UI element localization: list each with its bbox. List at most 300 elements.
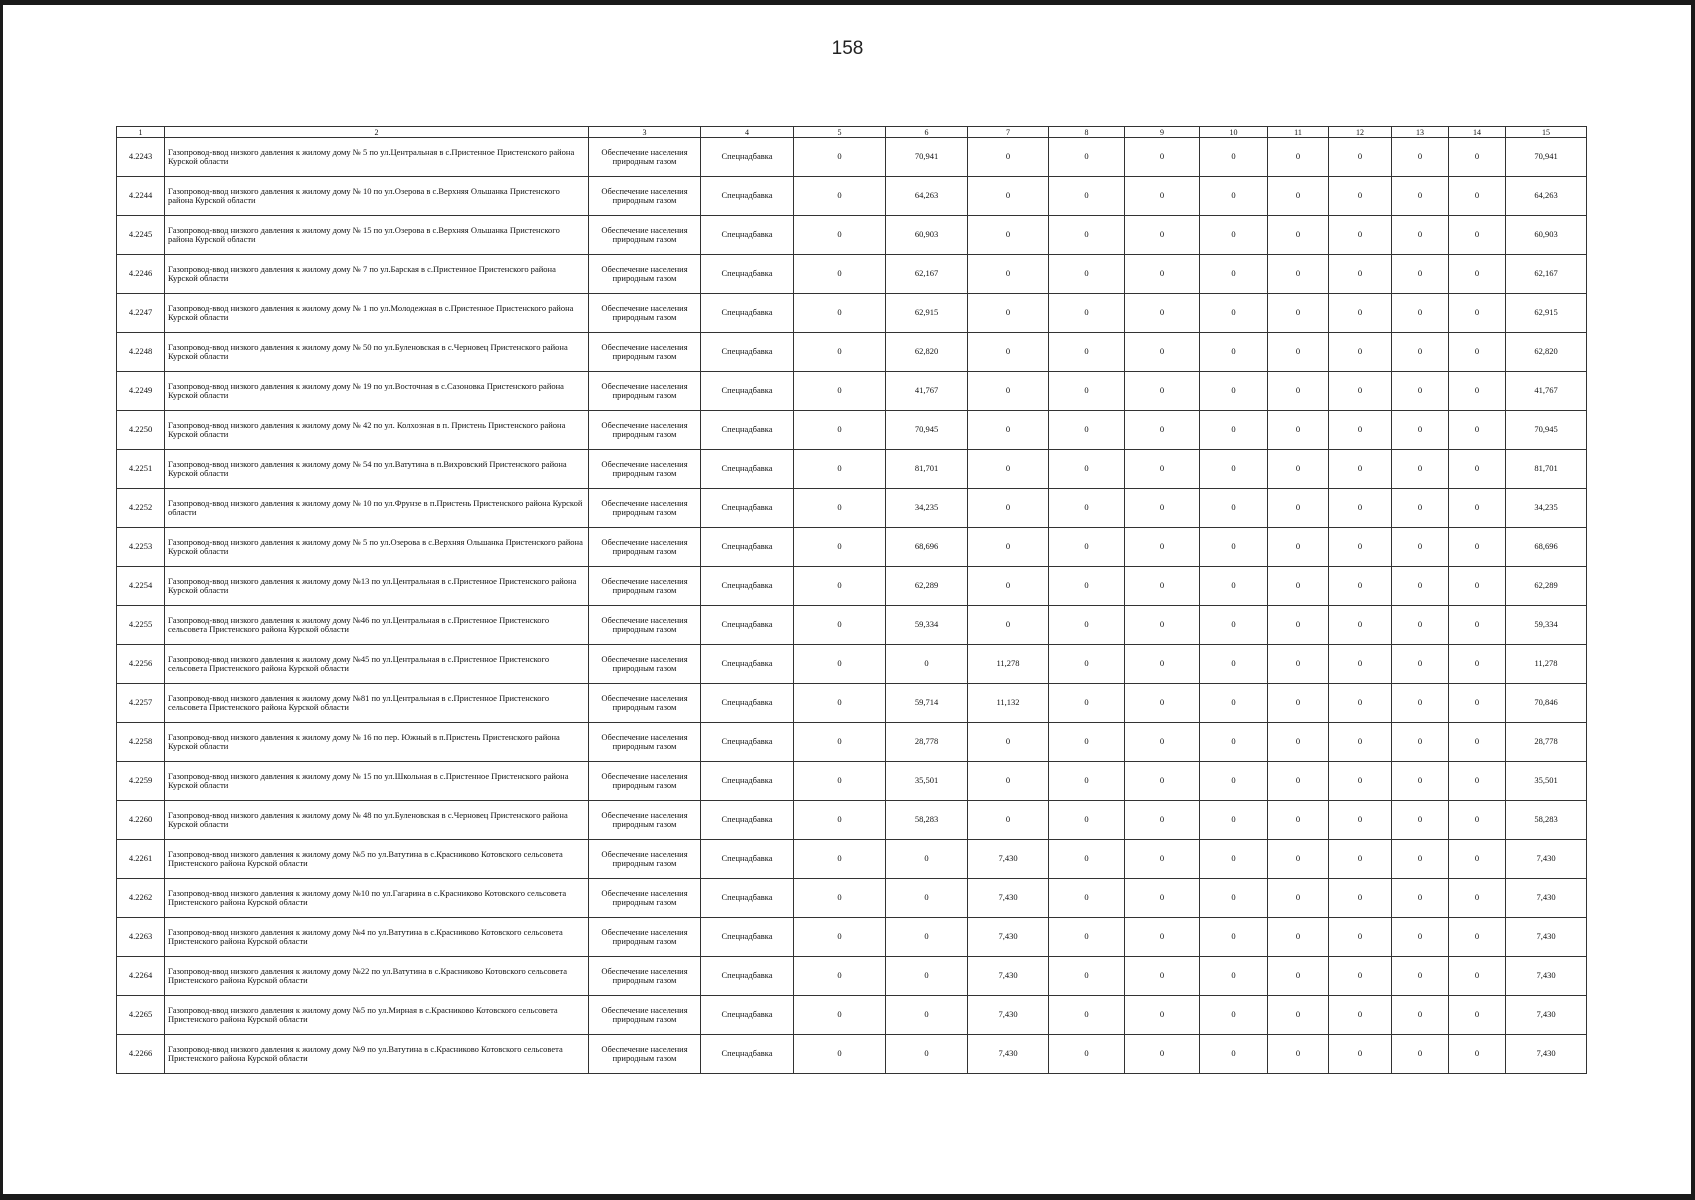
col-5-value: 0: [794, 177, 886, 216]
col-6-value: 41,767: [886, 372, 968, 411]
col-12-value: 0: [1329, 801, 1392, 840]
funding-source: Спецнадбавка: [701, 684, 794, 723]
row-id: 4.2247: [117, 294, 165, 333]
col-6-value: 68,696: [886, 528, 968, 567]
col-14-value: 0: [1449, 996, 1506, 1035]
total-value: 68,696: [1506, 528, 1587, 567]
col-11-value: 0: [1268, 1035, 1329, 1074]
table-row: [117, 528, 1587, 567]
col-5-value: 0: [794, 489, 886, 528]
row-id: 4.2243: [117, 138, 165, 177]
row-id: 4.2244: [117, 177, 165, 216]
col-5-value: 0: [794, 645, 886, 684]
col-11-value: 0: [1268, 879, 1329, 918]
object-name: Газопровод-ввод низкого давления к жилому дому № 50 по ул.Буленовская в с.Черновец Пристенского района Курской области: [165, 333, 589, 372]
col-14-value: 0: [1449, 840, 1506, 879]
col-11-value: 0: [1268, 528, 1329, 567]
col-6-value: 58,283: [886, 801, 968, 840]
table-row: [117, 177, 1587, 216]
table-row: [117, 840, 1587, 879]
col-12-value: 0: [1329, 684, 1392, 723]
col-14-value: 0: [1449, 684, 1506, 723]
col-5-value: 0: [794, 1035, 886, 1074]
col-5-value: 0: [794, 333, 886, 372]
table-row: [117, 372, 1587, 411]
col-6-value: 35,501: [886, 762, 968, 801]
col-12-value: 0: [1329, 1035, 1392, 1074]
purpose: Обеспечение населения природным газом: [589, 957, 701, 996]
col-9-value: 0: [1125, 411, 1200, 450]
purpose: Обеспечение населения природным газом: [589, 333, 701, 372]
funding-source: Спецнадбавка: [701, 177, 794, 216]
col-12-value: 0: [1329, 879, 1392, 918]
funding-source: Спецнадбавка: [701, 255, 794, 294]
scan-border-top: [0, 0, 1695, 5]
object-name: Газопровод-ввод низкого давления к жилому дому №22 по ул.Ватутина в с.Красниково Котовского сельсовета Пристенского района Курской области: [165, 957, 589, 996]
col-8-value: 0: [1049, 606, 1125, 645]
col-5-value: 0: [794, 567, 886, 606]
column-header: 5: [794, 127, 886, 138]
purpose: Обеспечение населения природным газом: [589, 216, 701, 255]
total-value: 41,767: [1506, 372, 1587, 411]
col-13-value: 0: [1392, 762, 1449, 801]
col-13-value: 0: [1392, 138, 1449, 177]
col-14-value: 0: [1449, 762, 1506, 801]
col-14-value: 0: [1449, 606, 1506, 645]
col-7-value: 7,430: [968, 918, 1049, 957]
row-id: 4.2257: [117, 684, 165, 723]
object-name: Газопровод-ввод низкого давления к жилому дому №81 по ул.Центральная в с.Пристенное Пристенского сельсовета Пристенского района Курской области: [165, 684, 589, 723]
col-12-value: 0: [1329, 450, 1392, 489]
col-11-value: 0: [1268, 840, 1329, 879]
col-9-value: 0: [1125, 723, 1200, 762]
table-row: [117, 216, 1587, 255]
col-5-value: 0: [794, 840, 886, 879]
col-14-value: 0: [1449, 411, 1506, 450]
col-8-value: 0: [1049, 1035, 1125, 1074]
col-5-value: 0: [794, 801, 886, 840]
object-name: Газопровод-ввод низкого давления к жилому дому № 10 по ул.Озерова в с.Верхняя Ольшанка Пристенского района Курской области: [165, 177, 589, 216]
object-name: Газопровод-ввод низкого давления к жилому дому № 19 по ул.Восточная в с.Сазоновка Пристенского района Курской области: [165, 372, 589, 411]
funding-source: Спецнадбавка: [701, 606, 794, 645]
col-11-value: 0: [1268, 567, 1329, 606]
col-9-value: 0: [1125, 1035, 1200, 1074]
col-11-value: 0: [1268, 255, 1329, 294]
col-8-value: 0: [1049, 255, 1125, 294]
col-8-value: 0: [1049, 723, 1125, 762]
col-5-value: 0: [794, 138, 886, 177]
object-name: Газопровод-ввод низкого давления к жилому дому № 5 по ул.Центральная в с.Пристенное Пристенского района Курской области: [165, 138, 589, 177]
col-13-value: 0: [1392, 918, 1449, 957]
purpose: Обеспечение населения природным газом: [589, 567, 701, 606]
row-id: 4.2246: [117, 255, 165, 294]
col-9-value: 0: [1125, 255, 1200, 294]
col-10-value: 0: [1200, 879, 1268, 918]
col-8-value: 0: [1049, 645, 1125, 684]
funding-source: Спецнадбавка: [701, 411, 794, 450]
col-7-value: 0: [968, 801, 1049, 840]
total-value: 70,945: [1506, 411, 1587, 450]
table-row: [117, 255, 1587, 294]
col-5-value: 0: [794, 606, 886, 645]
col-9-value: 0: [1125, 489, 1200, 528]
row-id: 4.2263: [117, 918, 165, 957]
funding-source: Спецнадбавка: [701, 489, 794, 528]
col-9-value: 0: [1125, 138, 1200, 177]
table-row: [117, 723, 1587, 762]
col-6-value: 0: [886, 840, 968, 879]
col-6-value: 62,289: [886, 567, 968, 606]
total-value: 7,430: [1506, 879, 1587, 918]
col-6-value: 64,263: [886, 177, 968, 216]
col-9-value: 0: [1125, 996, 1200, 1035]
table-row: [117, 294, 1587, 333]
col-14-value: 0: [1449, 216, 1506, 255]
column-header: 12: [1329, 127, 1392, 138]
col-14-value: 0: [1449, 957, 1506, 996]
col-6-value: 70,945: [886, 411, 968, 450]
col-11-value: 0: [1268, 372, 1329, 411]
funding-source: Спецнадбавка: [701, 996, 794, 1035]
col-7-value: 0: [968, 567, 1049, 606]
col-12-value: 0: [1329, 957, 1392, 996]
col-12-value: 0: [1329, 996, 1392, 1035]
col-12-value: 0: [1329, 489, 1392, 528]
col-14-value: 0: [1449, 450, 1506, 489]
funding-source: Спецнадбавка: [701, 840, 794, 879]
col-6-value: 0: [886, 918, 968, 957]
col-12-value: 0: [1329, 255, 1392, 294]
col-12-value: 0: [1329, 333, 1392, 372]
col-7-value: 0: [968, 762, 1049, 801]
column-header: 10: [1200, 127, 1268, 138]
col-13-value: 0: [1392, 801, 1449, 840]
col-7-value: 0: [968, 138, 1049, 177]
col-9-value: 0: [1125, 918, 1200, 957]
col-10-value: 0: [1200, 450, 1268, 489]
col-7-value: 0: [968, 372, 1049, 411]
column-header: 8: [1049, 127, 1125, 138]
funding-source: Спецнадбавка: [701, 567, 794, 606]
col-5-value: 0: [794, 255, 886, 294]
row-id: 4.2248: [117, 333, 165, 372]
col-5-value: 0: [794, 762, 886, 801]
object-name: Газопровод-ввод низкого давления к жилому дому №9 по ул.Ватутина в с.Красниково Котовского сельсовета Пристенского района Курской области: [165, 1035, 589, 1074]
col-7-value: 7,430: [968, 879, 1049, 918]
object-name: Газопровод-ввод низкого давления к жилому дому № 1 по ул.Молодежная в с.Пристенное Пристенского района Курской области: [165, 294, 589, 333]
row-id: 4.2249: [117, 372, 165, 411]
col-7-value: 11,132: [968, 684, 1049, 723]
column-header: 7: [968, 127, 1049, 138]
col-7-value: 11,278: [968, 645, 1049, 684]
purpose: Обеспечение населения природным газом: [589, 138, 701, 177]
table-row: [117, 957, 1587, 996]
col-10-value: 0: [1200, 489, 1268, 528]
object-name: Газопровод-ввод низкого давления к жилому дому № 10 по ул.Фрунзе в п.Пристень Пристенского района Курской области: [165, 489, 589, 528]
row-id: 4.2245: [117, 216, 165, 255]
table-row: [117, 450, 1587, 489]
col-10-value: 0: [1200, 294, 1268, 333]
col-7-value: 0: [968, 450, 1049, 489]
col-6-value: 81,701: [886, 450, 968, 489]
col-9-value: 0: [1125, 177, 1200, 216]
col-13-value: 0: [1392, 372, 1449, 411]
col-14-value: 0: [1449, 294, 1506, 333]
purpose: Обеспечение населения природным газом: [589, 606, 701, 645]
col-12-value: 0: [1329, 918, 1392, 957]
col-11-value: 0: [1268, 489, 1329, 528]
col-11-value: 0: [1268, 918, 1329, 957]
total-value: 7,430: [1506, 918, 1587, 957]
col-9-value: 0: [1125, 957, 1200, 996]
object-name: Газопровод-ввод низкого давления к жилому дому №13 по ул.Центральная в с.Пристенное Пристенского района Курской области: [165, 567, 589, 606]
col-12-value: 0: [1329, 216, 1392, 255]
col-11-value: 0: [1268, 606, 1329, 645]
funding-source: Спецнадбавка: [701, 216, 794, 255]
row-id: 4.2256: [117, 645, 165, 684]
col-14-value: 0: [1449, 489, 1506, 528]
col-7-value: 7,430: [968, 996, 1049, 1035]
col-10-value: 0: [1200, 957, 1268, 996]
total-value: 81,701: [1506, 450, 1587, 489]
col-12-value: 0: [1329, 138, 1392, 177]
col-9-value: 0: [1125, 762, 1200, 801]
col-8-value: 0: [1049, 333, 1125, 372]
column-header: 14: [1449, 127, 1506, 138]
col-11-value: 0: [1268, 138, 1329, 177]
col-10-value: 0: [1200, 333, 1268, 372]
col-13-value: 0: [1392, 957, 1449, 996]
row-id: 4.2251: [117, 450, 165, 489]
col-13-value: 0: [1392, 489, 1449, 528]
col-7-value: 0: [968, 723, 1049, 762]
col-6-value: 0: [886, 645, 968, 684]
purpose: Обеспечение населения природным газом: [589, 372, 701, 411]
object-name: Газопровод-ввод низкого давления к жилому дому №4 по ул.Ватутина в с.Красниково Котовского сельсовета Пристенского района Курской области: [165, 918, 589, 957]
total-value: 60,903: [1506, 216, 1587, 255]
page-number: 158: [831, 38, 864, 59]
funding-source: Спецнадбавка: [701, 372, 794, 411]
col-7-value: 0: [968, 333, 1049, 372]
table-row: [117, 489, 1587, 528]
col-8-value: 0: [1049, 528, 1125, 567]
col-10-value: 0: [1200, 411, 1268, 450]
col-8-value: 0: [1049, 762, 1125, 801]
col-9-value: 0: [1125, 216, 1200, 255]
column-header: 13: [1392, 127, 1449, 138]
column-header: 9: [1125, 127, 1200, 138]
col-12-value: 0: [1329, 645, 1392, 684]
col-7-value: 0: [968, 411, 1049, 450]
col-14-value: 0: [1449, 138, 1506, 177]
col-8-value: 0: [1049, 918, 1125, 957]
column-number-row: [117, 127, 1587, 138]
col-5-value: 0: [794, 450, 886, 489]
col-10-value: 0: [1200, 567, 1268, 606]
purpose: Обеспечение населения природным газом: [589, 528, 701, 567]
col-9-value: 0: [1125, 684, 1200, 723]
col-10-value: 0: [1200, 996, 1268, 1035]
col-10-value: 0: [1200, 918, 1268, 957]
purpose: Обеспечение населения природным газом: [589, 840, 701, 879]
funding-source: Спецнадбавка: [701, 957, 794, 996]
row-id: 4.2259: [117, 762, 165, 801]
purpose: Обеспечение населения природным газом: [589, 177, 701, 216]
col-13-value: 0: [1392, 645, 1449, 684]
col-10-value: 0: [1200, 801, 1268, 840]
col-8-value: 0: [1049, 450, 1125, 489]
col-11-value: 0: [1268, 294, 1329, 333]
col-10-value: 0: [1200, 645, 1268, 684]
col-12-value: 0: [1329, 606, 1392, 645]
funding-source: Спецнадбавка: [701, 528, 794, 567]
col-13-value: 0: [1392, 996, 1449, 1035]
col-10-value: 0: [1200, 723, 1268, 762]
col-13-value: 0: [1392, 723, 1449, 762]
col-8-value: 0: [1049, 684, 1125, 723]
total-value: 7,430: [1506, 840, 1587, 879]
col-6-value: 0: [886, 1035, 968, 1074]
row-id: 4.2264: [117, 957, 165, 996]
col-5-value: 0: [794, 879, 886, 918]
col-10-value: 0: [1200, 684, 1268, 723]
purpose: Обеспечение населения природным газом: [589, 762, 701, 801]
row-id: 4.2253: [117, 528, 165, 567]
col-5-value: 0: [794, 372, 886, 411]
total-value: 7,430: [1506, 1035, 1587, 1074]
col-11-value: 0: [1268, 723, 1329, 762]
total-value: 62,915: [1506, 294, 1587, 333]
row-id: 4.2252: [117, 489, 165, 528]
object-name: Газопровод-ввод низкого давления к жилому дому №5 по ул.Мирная в с.Красниково Котовского сельсовета Пристенского района Курской области: [165, 996, 589, 1035]
col-11-value: 0: [1268, 957, 1329, 996]
column-header: 4: [701, 127, 794, 138]
table-row: [117, 645, 1587, 684]
col-6-value: 0: [886, 879, 968, 918]
funding-source: Спецнадбавка: [701, 450, 794, 489]
table-row: [117, 1035, 1587, 1074]
col-9-value: 0: [1125, 840, 1200, 879]
column-header: 6: [886, 127, 968, 138]
col-6-value: 62,167: [886, 255, 968, 294]
col-9-value: 0: [1125, 372, 1200, 411]
total-value: 59,334: [1506, 606, 1587, 645]
total-value: 70,846: [1506, 684, 1587, 723]
col-14-value: 0: [1449, 918, 1506, 957]
table-row: [117, 606, 1587, 645]
col-12-value: 0: [1329, 177, 1392, 216]
col-7-value: 0: [968, 528, 1049, 567]
row-id: 4.2258: [117, 723, 165, 762]
table-row: [117, 567, 1587, 606]
col-14-value: 0: [1449, 801, 1506, 840]
scan-border-right: [1691, 0, 1695, 1200]
funding-source: Спецнадбавка: [701, 1035, 794, 1074]
col-13-value: 0: [1392, 255, 1449, 294]
row-id: 4.2260: [117, 801, 165, 840]
row-id: 4.2254: [117, 567, 165, 606]
object-name: Газопровод-ввод низкого давления к жилому дому №5 по ул.Ватутина в с.Красниково Котовского сельсовета Пристенского района Курской области: [165, 840, 589, 879]
table-row: [117, 411, 1587, 450]
col-12-value: 0: [1329, 567, 1392, 606]
col-13-value: 0: [1392, 879, 1449, 918]
col-11-value: 0: [1268, 333, 1329, 372]
total-value: 64,263: [1506, 177, 1587, 216]
table-row: [117, 138, 1587, 177]
table-row: [117, 762, 1587, 801]
col-14-value: 0: [1449, 177, 1506, 216]
purpose: Обеспечение населения природным газом: [589, 411, 701, 450]
col-6-value: 59,714: [886, 684, 968, 723]
col-5-value: 0: [794, 411, 886, 450]
col-10-value: 0: [1200, 138, 1268, 177]
table-row: [117, 333, 1587, 372]
col-6-value: 0: [886, 996, 968, 1035]
total-value: 62,289: [1506, 567, 1587, 606]
purpose: Обеспечение населения природным газом: [589, 489, 701, 528]
col-10-value: 0: [1200, 1035, 1268, 1074]
col-11-value: 0: [1268, 411, 1329, 450]
column-header: 2: [165, 127, 589, 138]
purpose: Обеспечение населения природным газом: [589, 879, 701, 918]
total-value: 7,430: [1506, 996, 1587, 1035]
scan-border-bottom: [0, 1194, 1695, 1200]
purpose: Обеспечение населения природным газом: [589, 450, 701, 489]
column-header: 11: [1268, 127, 1329, 138]
col-8-value: 0: [1049, 411, 1125, 450]
col-8-value: 0: [1049, 489, 1125, 528]
col-6-value: 60,903: [886, 216, 968, 255]
col-7-value: 0: [968, 177, 1049, 216]
col-8-value: 0: [1049, 996, 1125, 1035]
col-7-value: 0: [968, 489, 1049, 528]
object-name: Газопровод-ввод низкого давления к жилому дому № 5 по ул.Озерова в с.Верхняя Ольшанка Пристенского района Курской области: [165, 528, 589, 567]
col-11-value: 0: [1268, 801, 1329, 840]
purpose: Обеспечение населения природным газом: [589, 918, 701, 957]
col-8-value: 0: [1049, 567, 1125, 606]
col-5-value: 0: [794, 528, 886, 567]
col-13-value: 0: [1392, 840, 1449, 879]
col-10-value: 0: [1200, 840, 1268, 879]
column-header: 3: [589, 127, 701, 138]
col-9-value: 0: [1125, 879, 1200, 918]
total-value: 7,430: [1506, 957, 1587, 996]
col-5-value: 0: [794, 723, 886, 762]
col-14-value: 0: [1449, 879, 1506, 918]
col-10-value: 0: [1200, 606, 1268, 645]
col-9-value: 0: [1125, 567, 1200, 606]
funding-source: Спецнадбавка: [701, 645, 794, 684]
col-14-value: 0: [1449, 723, 1506, 762]
col-6-value: 59,334: [886, 606, 968, 645]
col-9-value: 0: [1125, 294, 1200, 333]
row-id: 4.2265: [117, 996, 165, 1035]
total-value: 62,167: [1506, 255, 1587, 294]
funding-source: Спецнадбавка: [701, 801, 794, 840]
col-8-value: 0: [1049, 801, 1125, 840]
object-name: Газопровод-ввод низкого давления к жилому дому № 16 по пер. Южный в п.Пристень Пристенского района Курской области: [165, 723, 589, 762]
col-12-value: 0: [1329, 840, 1392, 879]
table-row: [117, 684, 1587, 723]
funding-source: Спецнадбавка: [701, 333, 794, 372]
col-8-value: 0: [1049, 957, 1125, 996]
col-13-value: 0: [1392, 606, 1449, 645]
table-row: [117, 918, 1587, 957]
col-12-value: 0: [1329, 528, 1392, 567]
purpose: Обеспечение населения природным газом: [589, 684, 701, 723]
col-13-value: 0: [1392, 216, 1449, 255]
object-name: Газопровод-ввод низкого давления к жилому дому №46 по ул.Центральная в с.Пристенное Пристенского сельсовета Пристенского района Курской области: [165, 606, 589, 645]
